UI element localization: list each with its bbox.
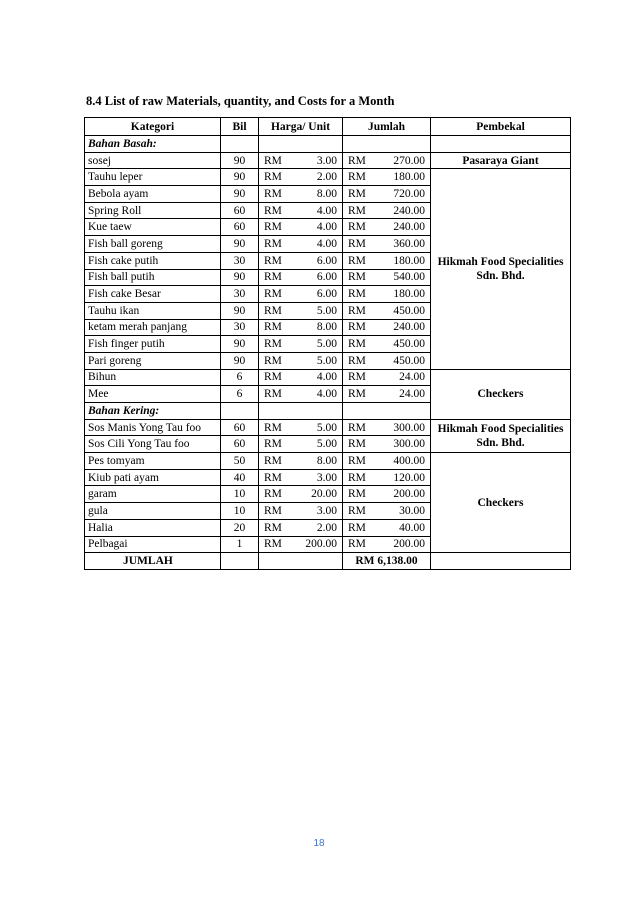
- money-cell: [259, 336, 343, 353]
- item-bil: 1: [221, 536, 259, 553]
- money-value: 30.00: [399, 504, 425, 517]
- money-cell: [343, 336, 431, 353]
- item-bil: 90: [221, 169, 259, 186]
- money-cell: [343, 469, 431, 486]
- money-value: 24.00: [399, 371, 425, 384]
- item-bil: 10: [221, 503, 259, 520]
- money-value: 240.00: [393, 321, 425, 334]
- money-value: 720.00: [393, 187, 425, 200]
- money-value: 4.00: [316, 237, 337, 250]
- currency-label: RM: [264, 538, 282, 551]
- money-value: 450.00: [393, 304, 425, 317]
- section-heading: 8.4 List of raw Materials, quantity, and Costs for a Month: [86, 94, 395, 108]
- empty-cell: [221, 553, 259, 570]
- item-bil: 20: [221, 519, 259, 536]
- item-name: Fish finger putih: [85, 336, 221, 353]
- empty-cell: [343, 403, 431, 420]
- item-bil: 90: [221, 152, 259, 169]
- money-cell: [343, 236, 431, 253]
- supplier-cell: Pasaraya Giant: [431, 152, 571, 169]
- supplier-cell: Hikmah Food Specialities Sdn. Bhd.: [431, 419, 571, 452]
- currency-label: RM: [264, 338, 282, 351]
- currency-label: RM: [264, 388, 282, 401]
- money-value: 200.00: [393, 488, 425, 501]
- item-name: Mee: [85, 386, 221, 403]
- money-cell: [259, 486, 343, 503]
- item-name: Bihun: [85, 369, 221, 386]
- empty-cell: [221, 136, 259, 153]
- table-row: [85, 419, 571, 436]
- money-value: 6.00: [316, 271, 337, 284]
- money-cell: [259, 152, 343, 169]
- item-name: Fish cake Besar: [85, 286, 221, 303]
- money-cell: [343, 536, 431, 553]
- money-cell: [259, 252, 343, 269]
- currency-label: RM: [348, 521, 366, 534]
- money-value: 2.00: [316, 521, 337, 534]
- money-value: 270.00: [393, 154, 425, 167]
- currency-label: RM: [348, 454, 366, 467]
- currency-label: RM: [264, 237, 282, 250]
- money-value: 4.00: [316, 388, 337, 401]
- currency-label: RM: [348, 254, 366, 267]
- money-cell: [343, 269, 431, 286]
- currency-label: RM: [264, 254, 282, 267]
- empty-cell: [259, 403, 343, 420]
- currency-label: RM: [264, 187, 282, 200]
- currency-label: RM: [264, 154, 282, 167]
- item-bil: 6: [221, 386, 259, 403]
- money-value: 3.00: [316, 154, 337, 167]
- item-bil: 40: [221, 469, 259, 486]
- money-cell: [259, 503, 343, 520]
- money-value: 8.00: [316, 187, 337, 200]
- item-bil: 6: [221, 369, 259, 386]
- money-value: 360.00: [393, 237, 425, 250]
- currency-label: RM: [264, 521, 282, 534]
- item-name: Pes tomyam: [85, 453, 221, 470]
- money-cell: [343, 436, 431, 453]
- supplier-cell: Checkers: [431, 369, 571, 419]
- item-bil: 60: [221, 202, 259, 219]
- section-row: [85, 136, 571, 153]
- money-cell: [259, 519, 343, 536]
- money-value: 8.00: [316, 321, 337, 334]
- table-row: [85, 152, 571, 169]
- table-row: [85, 169, 571, 186]
- header-harga: Harga/ Unit: [259, 118, 343, 136]
- money-cell: [343, 252, 431, 269]
- currency-label: RM: [348, 237, 366, 250]
- money-cell: [343, 169, 431, 186]
- item-bil: 30: [221, 319, 259, 336]
- money-value: 200.00: [305, 538, 337, 551]
- currency-label: RM: [348, 488, 366, 501]
- currency-label: RM: [348, 171, 366, 184]
- money-cell: [259, 286, 343, 303]
- item-bil: 60: [221, 419, 259, 436]
- money-value: 450.00: [393, 354, 425, 367]
- money-value: 5.00: [316, 421, 337, 434]
- money-cell: [343, 186, 431, 203]
- item-name: garam: [85, 486, 221, 503]
- empty-cell: [431, 553, 571, 570]
- item-name: Sos Manis Yong Tau foo: [85, 419, 221, 436]
- total-row: [85, 553, 571, 570]
- item-name: Pari goreng: [85, 352, 221, 369]
- money-value: 180.00: [393, 254, 425, 267]
- currency-label: RM: [348, 204, 366, 217]
- currency-label: RM: [264, 221, 282, 234]
- raw-materials-table: [84, 117, 571, 570]
- money-cell: [259, 169, 343, 186]
- empty-cell: [221, 403, 259, 420]
- item-bil: 90: [221, 186, 259, 203]
- money-cell: [343, 202, 431, 219]
- currency-label: RM: [348, 304, 366, 317]
- currency-label: RM: [348, 354, 366, 367]
- money-cell: [259, 269, 343, 286]
- money-cell: [259, 469, 343, 486]
- currency-label: RM: [264, 204, 282, 217]
- currency-label: RM: [264, 504, 282, 517]
- money-value: 40.00: [399, 521, 425, 534]
- item-bil: 30: [221, 252, 259, 269]
- currency-label: RM: [264, 288, 282, 301]
- money-cell: [259, 352, 343, 369]
- money-value: 24.00: [399, 388, 425, 401]
- currency-label: RM: [264, 488, 282, 501]
- money-cell: [343, 503, 431, 520]
- item-name: ketam merah panjang: [85, 319, 221, 336]
- empty-cell: [343, 136, 431, 153]
- item-name: Fish cake putih: [85, 252, 221, 269]
- money-cell: [259, 202, 343, 219]
- currency-label: RM: [348, 271, 366, 284]
- money-cell: [259, 186, 343, 203]
- section-title: Bahan Basah:: [85, 136, 221, 153]
- header-jumlah: Jumlah: [343, 118, 431, 136]
- money-value: 5.00: [316, 304, 337, 317]
- money-value: 240.00: [393, 221, 425, 234]
- item-bil: 60: [221, 219, 259, 236]
- money-cell: [259, 236, 343, 253]
- header-kategori: Kategori: [85, 118, 221, 136]
- item-name: Fish ball goreng: [85, 236, 221, 253]
- item-name: Kiub pati ayam: [85, 469, 221, 486]
- item-bil: 90: [221, 352, 259, 369]
- currency-label: RM: [264, 371, 282, 384]
- money-cell: [259, 536, 343, 553]
- money-value: 3.00: [316, 504, 337, 517]
- money-value: 8.00: [316, 454, 337, 467]
- supplier-cell: Hikmah Food Specialities Sdn. Bhd.: [431, 169, 571, 369]
- money-value: 4.00: [316, 371, 337, 384]
- item-bil: 10: [221, 486, 259, 503]
- money-value: 300.00: [393, 421, 425, 434]
- money-value: 180.00: [393, 288, 425, 301]
- money-cell: [343, 369, 431, 386]
- money-value: 5.00: [316, 438, 337, 451]
- empty-cell: [259, 136, 343, 153]
- money-cell: [343, 152, 431, 169]
- currency-label: RM: [348, 388, 366, 401]
- section-title: Bahan Kering:: [85, 403, 221, 420]
- money-value: 5.00: [316, 338, 337, 351]
- item-name: Kue taew: [85, 219, 221, 236]
- money-value: 400.00: [393, 454, 425, 467]
- money-value: 180.00: [393, 171, 425, 184]
- money-value: 20.00: [311, 488, 337, 501]
- money-value: 240.00: [393, 204, 425, 217]
- item-bil: 90: [221, 336, 259, 353]
- currency-label: RM: [264, 304, 282, 317]
- item-bil: 60: [221, 436, 259, 453]
- money-cell: [259, 386, 343, 403]
- money-cell: [259, 319, 343, 336]
- table-body: [85, 136, 571, 570]
- currency-label: RM: [348, 504, 366, 517]
- item-name: Pelbagai: [85, 536, 221, 553]
- money-value: 450.00: [393, 338, 425, 351]
- item-bil: 90: [221, 269, 259, 286]
- money-cell: [343, 352, 431, 369]
- page-number: 18: [313, 838, 325, 849]
- money-cell: [343, 319, 431, 336]
- supplier-cell: Checkers: [431, 453, 571, 553]
- currency-label: RM: [348, 154, 366, 167]
- currency-label: RM: [348, 538, 366, 551]
- money-value: 4.00: [316, 221, 337, 234]
- total-label: JUMLAH: [85, 553, 221, 570]
- money-cell: [343, 453, 431, 470]
- money-cell: [343, 519, 431, 536]
- item-bil: 90: [221, 236, 259, 253]
- currency-label: RM: [348, 421, 366, 434]
- money-cell: [343, 419, 431, 436]
- header-pembekal: Pembekal: [431, 118, 571, 136]
- empty-cell: [431, 136, 571, 153]
- currency-label: RM: [264, 271, 282, 284]
- money-cell: [259, 219, 343, 236]
- money-value: 4.00: [316, 204, 337, 217]
- header-bil: Bil: [221, 118, 259, 136]
- item-name: Spring Roll: [85, 202, 221, 219]
- total-amount: RM 6,138.00: [343, 553, 431, 570]
- currency-label: RM: [348, 471, 366, 484]
- table-row: [85, 453, 571, 470]
- item-name: Halia: [85, 519, 221, 536]
- empty-cell: [259, 553, 343, 570]
- money-cell: [259, 436, 343, 453]
- currency-label: RM: [348, 288, 366, 301]
- item-name: sosej: [85, 152, 221, 169]
- table-row: [85, 369, 571, 386]
- money-cell: [343, 302, 431, 319]
- money-value: 540.00: [393, 271, 425, 284]
- currency-label: RM: [264, 171, 282, 184]
- item-bil: 90: [221, 302, 259, 319]
- money-cell: [259, 369, 343, 386]
- item-name: gula: [85, 503, 221, 520]
- currency-label: RM: [264, 471, 282, 484]
- item-name: Tauhu ikan: [85, 302, 221, 319]
- currency-label: RM: [264, 421, 282, 434]
- money-value: 5.00: [316, 354, 337, 367]
- money-value: 300.00: [393, 438, 425, 451]
- currency-label: RM: [264, 354, 282, 367]
- item-name: Tauhu leper: [85, 169, 221, 186]
- currency-label: RM: [264, 321, 282, 334]
- currency-label: RM: [348, 187, 366, 200]
- money-cell: [259, 453, 343, 470]
- money-value: 3.00: [316, 471, 337, 484]
- currency-label: RM: [264, 438, 282, 451]
- money-cell: [343, 219, 431, 236]
- money-value: 6.00: [316, 254, 337, 267]
- money-cell: [343, 486, 431, 503]
- item-bil: 30: [221, 286, 259, 303]
- currency-label: RM: [264, 454, 282, 467]
- item-name: Sos Cili Yong Tau foo: [85, 436, 221, 453]
- money-cell: [259, 419, 343, 436]
- item-name: Fish ball putih: [85, 269, 221, 286]
- money-value: 120.00: [393, 471, 425, 484]
- currency-label: RM: [348, 338, 366, 351]
- currency-label: RM: [348, 371, 366, 384]
- money-value: 200.00: [393, 538, 425, 551]
- currency-label: RM: [348, 438, 366, 451]
- table-header-row: [85, 118, 571, 136]
- currency-label: RM: [348, 221, 366, 234]
- money-cell: [259, 302, 343, 319]
- money-cell: [343, 386, 431, 403]
- item-name: Bebola ayam: [85, 186, 221, 203]
- currency-label: RM: [348, 321, 366, 334]
- item-bil: 50: [221, 453, 259, 470]
- money-value: 6.00: [316, 288, 337, 301]
- money-cell: [343, 286, 431, 303]
- money-value: 2.00: [316, 171, 337, 184]
